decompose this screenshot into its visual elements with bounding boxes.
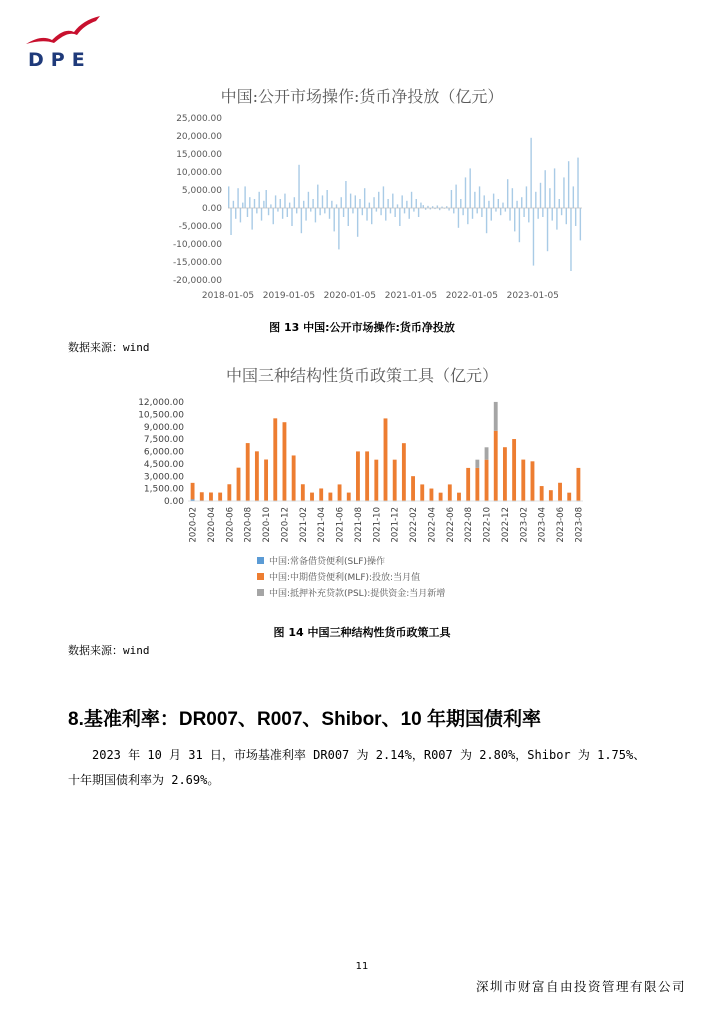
x-tick-label: 2023-06 xyxy=(556,507,567,543)
x-tick-label: 2021-06 xyxy=(335,507,346,543)
stacked-bar-segment xyxy=(218,493,222,501)
legend-label: 中国:中期借贷便利(MLF):投放:当月值 xyxy=(269,573,421,583)
legend-swatch xyxy=(257,589,264,596)
stacked-bar-segment xyxy=(191,483,195,500)
net-injection-bar xyxy=(331,201,332,208)
net-injection-bar xyxy=(324,208,325,213)
stacked-bar-segment xyxy=(485,460,489,501)
net-injection-bar xyxy=(397,204,398,208)
net-injection-bar xyxy=(523,208,524,217)
x-tick-label: 2021-08 xyxy=(353,507,364,543)
logo-text: DPE xyxy=(28,49,92,71)
net-injection-bar xyxy=(336,204,337,208)
figure-13-caption: 图 13 中国:公开市场操作:货币净投放 xyxy=(269,321,455,334)
net-injection-bar xyxy=(357,208,358,237)
net-injection-bar xyxy=(512,188,513,208)
chart-13-source: 数据来源：wind xyxy=(68,341,150,354)
net-injection-bar xyxy=(373,197,374,208)
chart-13-net-injection xyxy=(160,108,600,306)
net-injection-bar xyxy=(413,208,414,212)
stacked-bar-segment xyxy=(475,460,479,468)
net-injection-bar xyxy=(491,208,492,221)
net-injection-bar xyxy=(580,208,581,240)
net-injection-bar xyxy=(303,201,304,208)
net-injection-bar xyxy=(549,188,550,208)
stacked-bar-segment xyxy=(430,489,434,501)
x-tick-label: 2022-08 xyxy=(464,507,475,543)
net-injection-bar xyxy=(244,186,245,208)
x-tick-label: 2022-04 xyxy=(427,507,438,543)
net-injection-bar xyxy=(577,158,578,208)
y-tick-label: 6,000.00 xyxy=(143,447,184,458)
net-injection-bar xyxy=(488,201,489,208)
x-tick-label: 2019-01-05 xyxy=(262,291,316,301)
y-tick-label: 15,000.00 xyxy=(176,150,222,160)
net-injection-bar xyxy=(458,208,459,228)
net-injection-bar xyxy=(516,201,517,208)
net-injection-bar xyxy=(333,208,334,231)
net-injection-bar xyxy=(561,208,562,215)
stacked-bar-segment xyxy=(384,418,388,500)
net-injection-bar xyxy=(399,208,400,226)
net-injection-bar xyxy=(350,194,351,208)
net-injection-bar xyxy=(261,208,262,221)
net-injection-bar xyxy=(228,186,229,208)
net-injection-bar xyxy=(528,208,529,222)
net-injection-bar xyxy=(486,208,487,233)
net-injection-bar xyxy=(411,192,412,208)
x-tick-label: 2021-04 xyxy=(317,507,328,543)
net-injection-bar xyxy=(268,208,269,215)
net-injection-bar xyxy=(467,208,468,224)
net-injection-bar xyxy=(554,168,555,208)
net-injection-bar xyxy=(566,208,567,224)
net-injection-bar xyxy=(460,199,461,208)
net-injection-bar xyxy=(312,199,313,208)
net-injection-bar xyxy=(338,208,339,249)
x-tick-label: 2023-01-05 xyxy=(506,291,559,301)
stacked-bar-segment xyxy=(448,484,452,501)
stacked-bar-segment xyxy=(310,493,314,501)
stacked-bar-segment xyxy=(567,493,571,501)
net-injection-bar xyxy=(484,195,485,208)
stacked-bar-segment xyxy=(347,493,351,501)
net-injection-bar xyxy=(416,199,417,208)
net-injection-bar xyxy=(537,208,538,219)
net-injection-bar xyxy=(249,197,250,208)
stacked-bar-segment xyxy=(503,447,507,501)
stacked-bar-segment xyxy=(540,486,544,501)
net-injection-bar xyxy=(308,192,309,208)
footer-company-name: 深圳市财富自由投资管理有限公司 xyxy=(475,979,686,994)
stacked-bar-segment xyxy=(485,447,489,459)
net-injection-bar xyxy=(371,208,372,224)
stacked-bar-segment xyxy=(521,460,525,501)
net-injection-bar xyxy=(242,203,243,208)
y-tick-label: 5,000.00 xyxy=(181,186,222,196)
net-injection-bar xyxy=(322,195,323,208)
net-injection-bar xyxy=(380,208,381,215)
net-injection-bar xyxy=(376,208,377,212)
stacked-bar-segment xyxy=(273,418,277,501)
net-injection-bar xyxy=(237,188,238,208)
net-injection-bar xyxy=(514,208,515,231)
net-injection-bar xyxy=(254,199,255,208)
net-injection-bar xyxy=(362,208,363,215)
y-tick-label: 9,000.00 xyxy=(143,422,184,433)
net-injection-bar xyxy=(251,208,252,230)
y-tick-label: 4,500.00 xyxy=(143,459,184,470)
net-injection-bar xyxy=(498,199,499,208)
x-tick-label: 2020-01-05 xyxy=(323,291,376,301)
y-tick-label: -20,000.00 xyxy=(172,276,222,286)
net-injection-bar xyxy=(298,165,299,208)
page-number: 11 xyxy=(355,961,369,972)
stacked-bar-segment xyxy=(374,460,378,501)
net-injection-bar xyxy=(305,208,306,221)
net-injection-bar xyxy=(505,208,506,212)
stacked-bar-segment xyxy=(466,468,470,501)
net-injection-bar xyxy=(423,205,424,208)
x-tick-label: 2023-08 xyxy=(574,507,585,543)
net-injection-bar xyxy=(355,195,356,208)
y-tick-label: 20,000.00 xyxy=(176,132,222,142)
net-injection-bar xyxy=(477,208,478,213)
net-injection-bar xyxy=(575,208,576,226)
net-injection-bar xyxy=(352,208,353,213)
legend-swatch xyxy=(257,557,264,564)
net-injection-bar xyxy=(289,203,290,208)
net-injection-bar xyxy=(280,199,281,208)
net-injection-bar xyxy=(493,194,494,208)
stacked-bar-segment xyxy=(475,468,479,501)
net-injection-bar xyxy=(266,190,267,208)
net-injection-bar xyxy=(364,188,365,208)
stacked-bar-segment xyxy=(393,460,397,501)
net-injection-bar xyxy=(383,186,384,208)
stacked-bar-segment xyxy=(264,460,268,501)
y-tick-label: -10,000.00 xyxy=(172,240,222,250)
net-injection-bar xyxy=(409,208,410,219)
net-injection-bar xyxy=(343,208,344,217)
net-injection-bar xyxy=(509,208,510,221)
stacked-bar-segment xyxy=(457,493,461,501)
net-injection-bar xyxy=(341,197,342,208)
x-tick-label: 2020-06 xyxy=(225,507,236,543)
y-tick-label: 0.00 xyxy=(201,204,222,214)
net-injection-bar xyxy=(329,208,330,219)
x-tick-label: 2020-08 xyxy=(243,507,254,543)
net-injection-bar xyxy=(348,208,349,226)
net-injection-bar xyxy=(418,208,419,217)
stacked-bar-segment xyxy=(319,488,323,500)
net-injection-bar xyxy=(369,203,370,208)
net-injection-bar xyxy=(256,208,257,213)
stacked-bar-segment xyxy=(531,461,535,501)
net-injection-bar xyxy=(563,177,564,208)
stacked-bar-segment xyxy=(356,451,360,500)
y-tick-label: 7,500.00 xyxy=(143,435,184,446)
net-injection-bar xyxy=(570,208,571,271)
net-injection-bar xyxy=(240,208,241,222)
net-injection-bar xyxy=(465,177,466,208)
x-tick-label: 2022-01-05 xyxy=(445,291,499,301)
y-tick-label: 10,000.00 xyxy=(176,168,222,178)
net-injection-bar xyxy=(474,192,475,208)
x-tick-label: 2020-12 xyxy=(280,507,291,543)
stacked-bar-segment xyxy=(292,455,296,500)
stacked-bar-segment xyxy=(402,443,406,501)
net-injection-bar xyxy=(394,208,395,217)
y-tick-label: 1,500.00 xyxy=(143,484,184,495)
net-injection-bar xyxy=(542,208,543,217)
net-injection-bar xyxy=(462,208,463,215)
chart-14-title: 中国三种结构性货币政策工具（亿元） xyxy=(225,366,498,385)
net-injection-bar xyxy=(291,208,292,226)
net-injection-bar xyxy=(319,208,320,215)
net-injection-bar xyxy=(530,138,531,208)
net-injection-bar xyxy=(366,208,367,221)
net-injection-bar xyxy=(544,170,545,208)
net-injection-bar xyxy=(495,208,496,212)
net-injection-bar xyxy=(540,183,541,208)
net-injection-bar xyxy=(282,208,283,219)
net-injection-bar xyxy=(247,208,248,217)
net-injection-bar xyxy=(287,208,288,217)
net-injection-bar xyxy=(385,208,386,221)
net-injection-bar xyxy=(277,208,278,212)
x-tick-label: 2023-02 xyxy=(519,507,530,543)
stacked-bar-segment xyxy=(512,439,516,501)
company-logo xyxy=(22,14,112,72)
net-injection-bar xyxy=(404,208,405,213)
y-tick-label: -15,000.00 xyxy=(172,258,222,268)
x-tick-label: 2020-04 xyxy=(206,507,217,543)
stacked-bar-segment xyxy=(255,451,259,501)
stacked-bar-segment xyxy=(283,422,287,500)
net-injection-bar xyxy=(481,208,482,217)
net-injection-bar xyxy=(535,192,536,208)
x-tick-label: 2022-02 xyxy=(409,507,420,543)
y-tick-label: 0.00 xyxy=(163,497,184,507)
net-injection-bar xyxy=(479,186,480,208)
net-injection-bar xyxy=(235,208,236,219)
x-tick-label: 2021-12 xyxy=(390,507,401,543)
stacked-bar-segment xyxy=(209,493,213,501)
net-injection-bar xyxy=(230,208,231,235)
y-tick-label: 25,000.00 xyxy=(176,114,222,124)
section-8-paragraph: 2023 年 10 月 31 日，市场基准利率 DR007 为 2.14%，R007 为 2.80%，Shibor 为 1.75%、十年期国债利率为 2.69%。 xyxy=(68,748,646,787)
stacked-bar-segment xyxy=(338,484,342,501)
stacked-bar-segment xyxy=(558,483,562,501)
net-injection-bar xyxy=(273,208,274,224)
stacked-bar-segment xyxy=(200,492,204,500)
legend-label: 中国:常备借贷便利(SLF)操作 xyxy=(269,557,385,567)
net-injection-bar xyxy=(294,197,295,208)
net-injection-bar xyxy=(275,195,276,208)
net-injection-bar xyxy=(556,208,557,230)
net-injection-bar xyxy=(519,208,520,242)
legend-swatch xyxy=(257,573,264,580)
stacked-bar-segment xyxy=(576,468,580,501)
x-tick-label: 2023-04 xyxy=(537,507,548,543)
net-injection-bar xyxy=(345,181,346,208)
net-injection-bar xyxy=(420,203,421,208)
net-injection-bar xyxy=(378,192,379,208)
stacked-bar-segment xyxy=(411,476,415,501)
y-tick-label: -5,000.00 xyxy=(178,222,222,232)
net-injection-bar xyxy=(406,201,407,208)
logo-swoosh-icon xyxy=(26,16,100,44)
net-injection-bar xyxy=(472,208,473,219)
net-injection-bar xyxy=(326,190,327,208)
net-injection-bar xyxy=(263,201,264,208)
figure-14-caption: 图 14 中国三种结构性货币政策工具 xyxy=(273,626,451,639)
section-8-heading: 8.基准利率：DR007、R007、Shibor、10 年期国债利率 xyxy=(68,709,541,730)
net-injection-bar xyxy=(392,194,393,208)
y-tick-label: 12,000.00 xyxy=(138,398,184,408)
net-injection-bar xyxy=(559,199,560,208)
net-injection-bar xyxy=(502,203,503,208)
stacked-bar-segment xyxy=(246,443,250,501)
net-injection-bar xyxy=(270,204,271,208)
net-injection-bar xyxy=(301,208,302,233)
stacked-bar-segment xyxy=(549,490,553,501)
net-injection-bar xyxy=(401,195,402,208)
stacked-bar-segment xyxy=(494,402,498,431)
net-injection-bar xyxy=(507,179,508,208)
net-injection-bar xyxy=(533,208,534,266)
y-tick-label: 10,500.00 xyxy=(138,410,184,421)
net-injection-bar xyxy=(469,168,470,208)
stacked-bar-segment xyxy=(420,484,424,501)
net-injection-bar xyxy=(317,185,318,208)
net-injection-bar xyxy=(547,208,548,251)
legend-label: 中国:抵押补充贷款(PSL):提供资金:当月新增 xyxy=(269,589,446,599)
net-injection-bar xyxy=(390,208,391,213)
x-tick-label: 2020-10 xyxy=(262,507,273,543)
stacked-bar-segment xyxy=(301,484,305,501)
net-injection-bar xyxy=(310,208,311,212)
stacked-bar-segment xyxy=(439,493,443,501)
net-injection-bar xyxy=(500,208,501,215)
x-tick-label: 2021-10 xyxy=(372,507,383,543)
y-tick-label: 3,000.00 xyxy=(143,472,184,483)
x-tick-label: 2022-10 xyxy=(482,507,493,543)
x-tick-label: 2018-01-05 xyxy=(201,291,255,301)
net-injection-bar xyxy=(315,208,316,222)
chart-13-title: 中国:公开市场操作:货币净投放（亿元） xyxy=(220,87,504,106)
net-injection-bar xyxy=(233,201,234,208)
x-tick-label: 2022-06 xyxy=(445,507,456,543)
x-tick-label: 2022-12 xyxy=(500,507,511,543)
net-injection-bar xyxy=(521,197,522,208)
net-injection-bar xyxy=(453,208,454,213)
net-injection-bar xyxy=(451,190,452,208)
net-injection-bar xyxy=(387,199,388,208)
stacked-bar-segment xyxy=(237,468,241,501)
chart-14-structural-tools xyxy=(128,392,598,612)
net-injection-bar xyxy=(573,186,574,208)
net-injection-bar xyxy=(455,185,456,208)
x-tick-label: 2021-02 xyxy=(298,507,309,543)
chart-14-source: 数据来源：wind xyxy=(68,644,150,657)
net-injection-bar xyxy=(258,192,259,208)
stacked-bar-segment xyxy=(365,451,369,500)
net-injection-bar xyxy=(526,186,527,208)
net-injection-bar xyxy=(568,161,569,208)
stacked-bar-segment xyxy=(328,493,332,501)
net-injection-bar xyxy=(284,194,285,208)
x-tick-label: 2020-02 xyxy=(188,507,199,543)
net-injection-bar xyxy=(296,208,297,213)
net-injection-bar xyxy=(552,208,553,221)
x-tick-label: 2021-01-05 xyxy=(384,291,438,301)
stacked-bar-segment xyxy=(494,431,498,501)
net-injection-bar xyxy=(359,199,360,208)
stacked-bar-segment xyxy=(227,484,231,501)
